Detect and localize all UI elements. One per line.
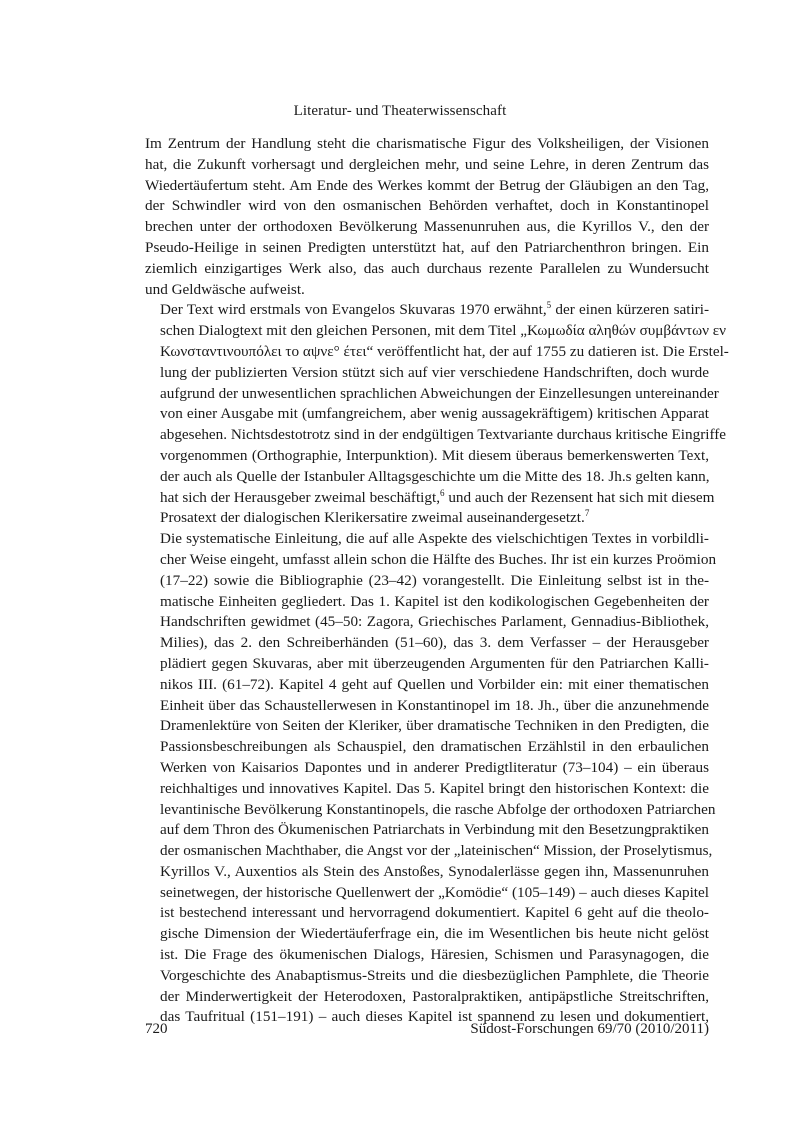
text-line: der auch als Quelle der Istanbuler Alltagsgeschichte um die Mitte des 18. Jh.s gelten kann, <box>160 467 710 485</box>
paragraph <box>145 529 717 1028</box>
text-line: auf dem Thron des Ökumenischen Patriarchats in Verbindung mit den Besetzungpraktiken <box>160 821 709 839</box>
text-line: Vorgeschichte des Anabaptismus-Streits und die diesbezüglichen Pamphlete, die Theorie <box>160 966 709 984</box>
text-line: plädiert gegen Skuvaras, aber mit überzeugenden Argumenten für den Patriarchen Kalli- <box>160 654 709 672</box>
text-line: und Geldwäsche aufweist. <box>145 280 305 298</box>
text-line: matische Einheiten gegliedert. Das 1. Kapitel ist den kodikologischen Gegebenheiten der <box>160 592 709 610</box>
paragraph <box>145 300 729 529</box>
text-line: nikos III. (61–72). Kapitel 4 geht auf Quellen und Vorbilder ein: mit einer thematischen <box>160 675 709 693</box>
footnote-marker[interactable]: 7 <box>584 508 590 519</box>
text-line: Κωνσταντινουπόλει το αψνε° έτει“ veröffentlicht hat, der auf 1755 zu datieren ist. Die Erstel- <box>160 342 729 360</box>
article-body <box>145 134 729 1028</box>
text-line: Werken von Kaisarios Dapontes und in anderer Predigtliteratur (73–104) – ein überaus <box>160 758 709 776</box>
text-line: ist. Die Frage des ökumenischen Dialogs, Häresien, Schismen und Parasynagogen, die <box>160 946 709 964</box>
text-line: vorgenommen (Orthographie, Interpunktion). Mit diesem überaus bemerkenswerten Text, <box>160 446 709 464</box>
page-number: 720 <box>145 1021 168 1037</box>
footnote-marker[interactable]: 6 <box>440 487 445 498</box>
text-line: ziemlich einzigartiges Werk also, das auch durchaus rezente Parallelen zu Wundersucht <box>145 259 709 277</box>
journal-citation: Südost-Forschungen 69/70 (2010/2011) <box>470 1021 709 1037</box>
running-head: Literatur- und Theaterwissenschaft <box>293 103 507 119</box>
text-line: Im Zentrum der Handlung steht die charismatische Figur des Volksheiligen, der Visionen <box>145 135 709 152</box>
text-line: aufgrund der unwesentlichen sprachlichen Abweichungen der Einzellesungen untereinander <box>160 384 719 402</box>
text-line: von einer Ausgabe mit (umfangreichem, aber wenig aussagekräftigem) kritischen Apparat <box>160 405 709 423</box>
text-line: seinetwegen, der historische Quellenwert der „Komödie“ (105–149) – auch dieses Kapitel <box>160 883 709 901</box>
text-line: Die systematische Einleitung, die auf alle Aspekte des vielschichtigen Textes in vorbildli- <box>160 530 709 548</box>
text-line: (17–22) sowie die Bibliographie (23–42) vorangestellt. Die Einleitung selbst ist in the- <box>160 571 709 589</box>
text-line: der Minderwertigkeit der Heterodoxen, Pastoralpraktiken, antipäpstliche Streitschriften, <box>160 987 709 1005</box>
text-line: Handschriften gewidmet (45–50: Zagora, Griechisches Parlament, Gennadius-Bibliothek, <box>160 613 709 631</box>
text-line: ist bestechend interessant und hervorragend dokumentiert. Kapitel 6 geht auf die theolo- <box>160 904 709 922</box>
text-line: hat, die Zukunft vorhersagt und dergleichen mehr, und seine Lehre, in deren Zentrum das <box>145 155 709 173</box>
text-line: Der Text wird erstmals von Evangelos Skuvaras 1970 erwähnt,$^5$ der einen kürzeren satiri- <box>160 300 709 319</box>
text-line: der osmanischen Machthaber, die Angst vor der „lateinischen“ Mission, der Proselytismus, <box>160 842 713 860</box>
text-line: der Schwindler wird von den osmanischen Behörden verhaftet, doch in Konstantinopel <box>145 197 709 215</box>
text-line: Einheit über das Schaustellerwesen in Konstantinopel im 18. Jh., über die anzunehmende <box>160 696 709 714</box>
text-line: reichhaltiges und innovatives Kapitel. Das 5. Kapitel bringt den historischen Kontext: die <box>160 779 709 797</box>
text-line: hat sich der Herausgeber zweimal beschäftigt,$^6$ und auch der Rezensent hat sich mit diesem <box>160 487 715 506</box>
text-line: cher Weise eingeht, umfasst allein schon die Hälfte des Buches. Ihr ist ein kurzes Proömion <box>160 550 717 568</box>
text-line: brechen unter der orthodoxen Bevölkerung Massenunruhen aus, die Kyrillos V., den der <box>145 218 709 236</box>
text-line: Kyrillos V., Auxentios als Stein des Anstoßes, Synodalerlässe gegen ihn, Massenunruhen <box>160 862 709 880</box>
text-line: schen Dialogtext mit den gleichen Personen, mit dem Titel „Κωμωδία αληθών συμβάντων εν <box>160 322 726 340</box>
text-line: lung der publizierten Version stützt sich auf vier verschiedene Handschriften, doch wurde <box>160 363 709 381</box>
paragraph <box>145 134 709 300</box>
text-line: Passionsbeschreibungen als Schauspiel, den dramatischen Erzählstil in den erbaulichen <box>160 738 709 756</box>
text-line: gische Dimension der Wiedertäuferfrage ein, die im Wesentlichen bis heute nicht gelöst <box>160 925 709 943</box>
text-line: Pseudo-Heilige in seinen Predigten unterstützt hat, auf den Patriarchenthron bringen. Ein <box>145 238 709 256</box>
text-line: levantinische Bevölkerung Konstantinopels, die rasche Abfolge der orthodoxen Patriarchen <box>160 800 716 818</box>
text-line: Dramenlektüre von Seiten der Kleriker, über dramatische Techniken in den Predigten, die <box>160 717 709 735</box>
text-line: Milies), das 2. den Schreiberhänden (51–60), das 3. dem Verfasser – der Herausgeber <box>160 634 709 652</box>
text-line: Wiedertäufertum steht. Am Ende des Werkes kommt der Betrug der Gläubigen an den Tag, <box>145 176 709 194</box>
text-line: das Taufritual (151–191) – auch dieses Kapitel ist spannend zu lesen und dokumentiert, <box>160 1008 709 1026</box>
text-line: Prosatext der dialogischen Klerikersatire zweimal auseinandergesetzt.$^7$ <box>160 508 590 527</box>
footnote-marker[interactable]: 5 <box>546 300 552 311</box>
text-line: abgesehen. Nichtsdestotrotz sind in der endgültigen Textvariante durchaus kritische Eingriffe <box>160 426 727 444</box>
